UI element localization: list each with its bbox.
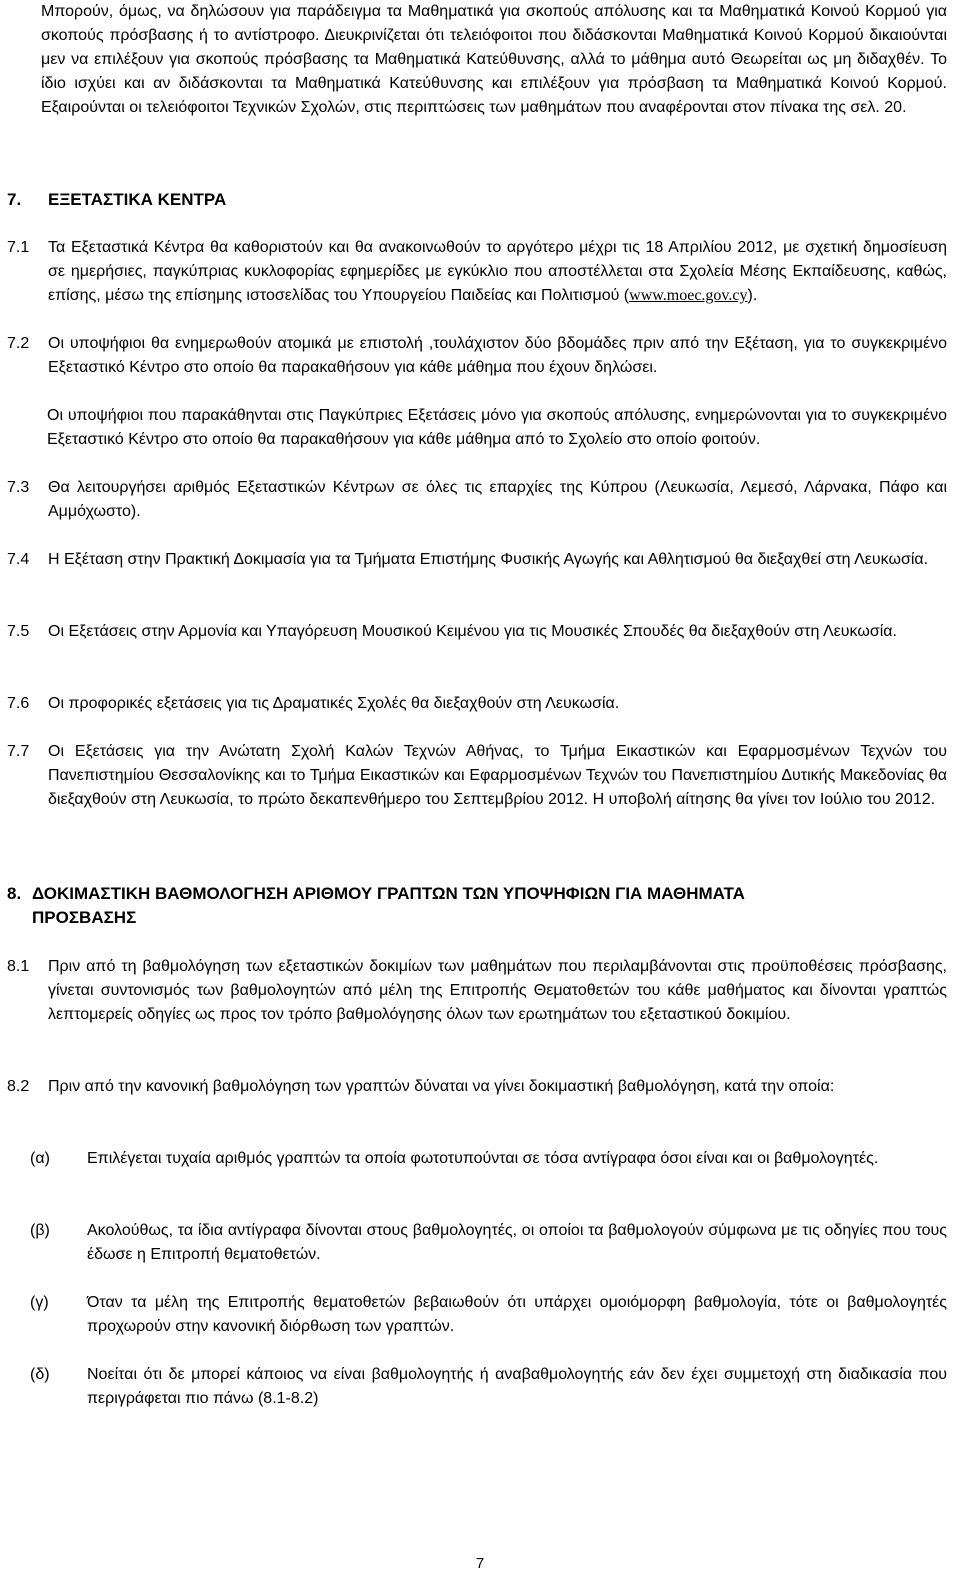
subitem-text: Επιλέγεται τυχαία αριθμός γραπτών τα οποία φωτοτυπούνται σε τόσα αντίγραφα όσοι είναι και οι βαθμολογητές.	[87, 1150, 879, 1167]
item-7-1	[7, 236, 947, 308]
item-number: 8.1	[7, 958, 30, 975]
section-7-heading	[7, 188, 226, 212]
subitem-text: Όταν τα μέλη της Επιτροπής θεματοθετών βεβαιωθούν ότι υπάρχει ομοιόμορφη βαθμολογία, τότε οι βαθμολογητές προχωρούν στην κανονική διόρθωση των γραπτών.	[87, 1294, 947, 1335]
item-7-4	[7, 548, 947, 572]
subitem-d	[30, 1363, 947, 1411]
item-text: Θα λειτουργήσει αριθμός Εξεταστικών Κέντρων σε όλες τις επαρχίες της Κύπρου (Λευκωσία, Λεμεσό, Λάρνακα, Πάφο και Αμμόχωστο).	[48, 479, 947, 520]
item-number: 7.7	[7, 743, 30, 760]
item-7-1-text-end: ).	[747, 287, 758, 304]
page-number: 7	[475, 1555, 485, 1572]
item-number: 7.5	[7, 623, 30, 640]
subitem-a	[30, 1147, 947, 1171]
item-7-5	[7, 620, 947, 644]
section-7-number: 7.	[7, 190, 22, 209]
item-8-1	[7, 955, 947, 1027]
item-text: Πριν από την κανονική βαθμολόγηση των γραπτών δύναται να γίνει δοκιμαστική βαθμολόγηση, κατά την οποία:	[48, 1078, 835, 1095]
subitem-label: (β)	[30, 1222, 50, 1239]
subitem-text: Ακολούθως, τα ίδια αντίγραφα δίνονται στους βαθμολογητές, οι οποίοι τα βαθμολογούν σύμφωνα με τις οδηγίες που τους έδωσε η Επιτροπή θεματοθετών.	[87, 1222, 947, 1263]
section-8-title-line-1: ΔΟΚΙΜΑΣΤΙΚΗ ΒΑΘΜΟΛΟΓΗΣΗ ΑΡΙΘΜΟΥ ΓΡΑΠΤΩΝ ΤΩΝ ΥΠΟΨΗΦΙΩΝ ΓΙΑ ΜΑΘΗΜΑΤΑ	[32, 884, 745, 903]
item-7-6	[7, 692, 947, 716]
item-7-1-text: Τα Εξεταστικά Κέντρα θα καθοριστούν και θα ανακοινωθούν το αργότερο μέχρι τις 18 Απριλίου 2012, με σχετική δημοσίευση σε ημερήσιες, παγκύπριας κυκλοφορίας εφημερίδες με εγκύκλιο που αποστέλλεται στα Σχολεία Μέσης Εκπαίδευσης, καθώς, επίσης, μέσω της επίσημης ιστοσελίδας του Υπουργείου Παιδείας και Πολιτισμού (	[48, 239, 947, 304]
subitem-c	[30, 1291, 947, 1339]
item-7-2-paragraph-2: Οι υποψήφιοι που παρακάθηνται στις Παγκύπριες Εξετάσεις μόνο για σκοπούς απόλυσης, ενημερώνονται για το συγκεκριμένο Εξεταστικό Κέντρο στο οποίο θα παρακαθήσουν για κάθε μάθημα από το Σχολείο στο οποίο φοιτούν.	[47, 407, 947, 448]
item-text: Οι Εξετάσεις για την Ανώτατη Σχολή Καλών Τεχνών Αθήνας, το Τμήμα Εικαστικών και Εφαρμοσμένων Τεχνών του Πανεπιστημίου Θεσσαλονίκης και το Τμήμα Εικαστικών και Εφαρμοσμένων Τεχνών του Πανεπιστημίου Δυτικής Μακεδονίας θα διεξαχθούν στη Λευκωσία, το πρώτο δεκαπενθήμερο του Σεπτεμβρίου 2012. Η υποβολή αίτησης θα γίνει τον Ιούλιο του 2012.	[48, 743, 947, 808]
section-8-title-line-2: ΠΡΟΣΒΑΣΗΣ	[32, 908, 137, 927]
item-text: Πριν από τη βαθμολόγηση των εξεταστικών δοκιμίων των μαθημάτων που περιλαμβάνονται στις προϋποθέσεις πρόσβασης, γίνεται συντονισμός των βαθμολογητών από μέλη της Επιτροπής Θεματοθετών του κάθε μαθήματος και δίνονται γραπτώς λεπτομερείς οδηγίες ως προς τον τρόπο βαθμολόγησης όλων των ερωτημάτων του εξεταστικού δοκιμίου.	[48, 958, 947, 1023]
item-text: Οι υποψήφιοι θα ενημερωθούν ατομικά με επιστολή ,τουλάχιστον δύο βδομάδες πριν από την Εξέταση, για το συγκεκριμένο Εξεταστικό Κέντρο στο οποίο θα παρακαθήσουν για κάθε μάθημα που έχουν δηλώσει.	[48, 335, 947, 376]
section-8-heading	[7, 882, 947, 930]
item-7-7	[7, 740, 947, 812]
item-text: Η Εξέταση στην Πρακτική Δοκιμασία για τα Τμήματα Επιστήμης Φυσικής Αγωγής και Αθλητισμού θα διεξαχθεί στη Λευκωσία.	[48, 551, 929, 568]
subitem-b	[30, 1219, 947, 1267]
item-7-2	[7, 332, 947, 380]
item-text: Οι προφορικές εξετάσεις για τις Δραματικές Σχολές θα διεξαχθούν στη Λευκωσία.	[48, 695, 620, 712]
item-number: 7.1	[7, 239, 30, 256]
subitem-label: (δ)	[30, 1366, 50, 1383]
subitem-text: Νοείται ότι δε μπορεί κάποιος να είναι βαθμολογητής ή αναβαθμολογητής εάν δεν έχει συμμετοχή στη διαδικασία που περιγράφεται πιο πάνω (8.1-8.2)	[87, 1366, 947, 1407]
item-number: 7.4	[7, 551, 30, 568]
item-8-2	[7, 1075, 947, 1099]
item-number: 8.2	[7, 1078, 30, 1095]
section-8-number: 8.	[7, 884, 22, 903]
subitem-label: (γ)	[30, 1294, 49, 1311]
item-number: 7.3	[7, 479, 30, 496]
item-number: 7.2	[7, 335, 30, 352]
section-7-title: ΕΞΕΤΑΣΤΙΚΑ ΚΕΝΤΡΑ	[48, 190, 227, 209]
item-7-3	[7, 476, 947, 524]
item-text	[48, 236, 947, 308]
intro-paragraph: Μπορούν, όμως, να δηλώσουν για παράδειγμα τα Μαθηματικά για σκοπούς απόλυσης και τα Μαθηματικά Κοινού Κορμού για σκοπούς πρόσβασης ή το αντίστροφο. Διευκρινίζεται ότι τελειόφοιτοι που διδάσκονται Μαθηματικά Κοινού Κορμού δικαιούνται μεν να επιλέξουν για σκοπούς πρόσβασης τα Μαθηματικά Κατεύθυνσης, αλλά το μάθημα αυτό Θεωρείται ως μη διδαχθέν. Το ίδιο ισχύει και αν διδάσκονται τα Μαθηματικά Κατεύθυνσης και επιλέξουν για πρόσβαση τα Μαθηματικά Κοινού Κορμού. Εξαιρούνται οι τελειόφοιτοι Τεχνικών Σχολών, στις περιπτώσεις των μαθημάτων που αναφέρονται στον πίνακα της σελ. 20.	[41, 3, 947, 116]
moec-website-link[interactable]: www.moec.gov.cy	[629, 287, 748, 304]
item-number: 7.6	[7, 695, 30, 712]
item-text: Οι Εξετάσεις στην Αρμονία και Υπαγόρευση Μουσικού Κειμένου για τις Μουσικές Σπουδές θα διεξαχθούν στη Λευκωσία.	[48, 623, 897, 640]
subitem-label: (α)	[30, 1150, 50, 1167]
